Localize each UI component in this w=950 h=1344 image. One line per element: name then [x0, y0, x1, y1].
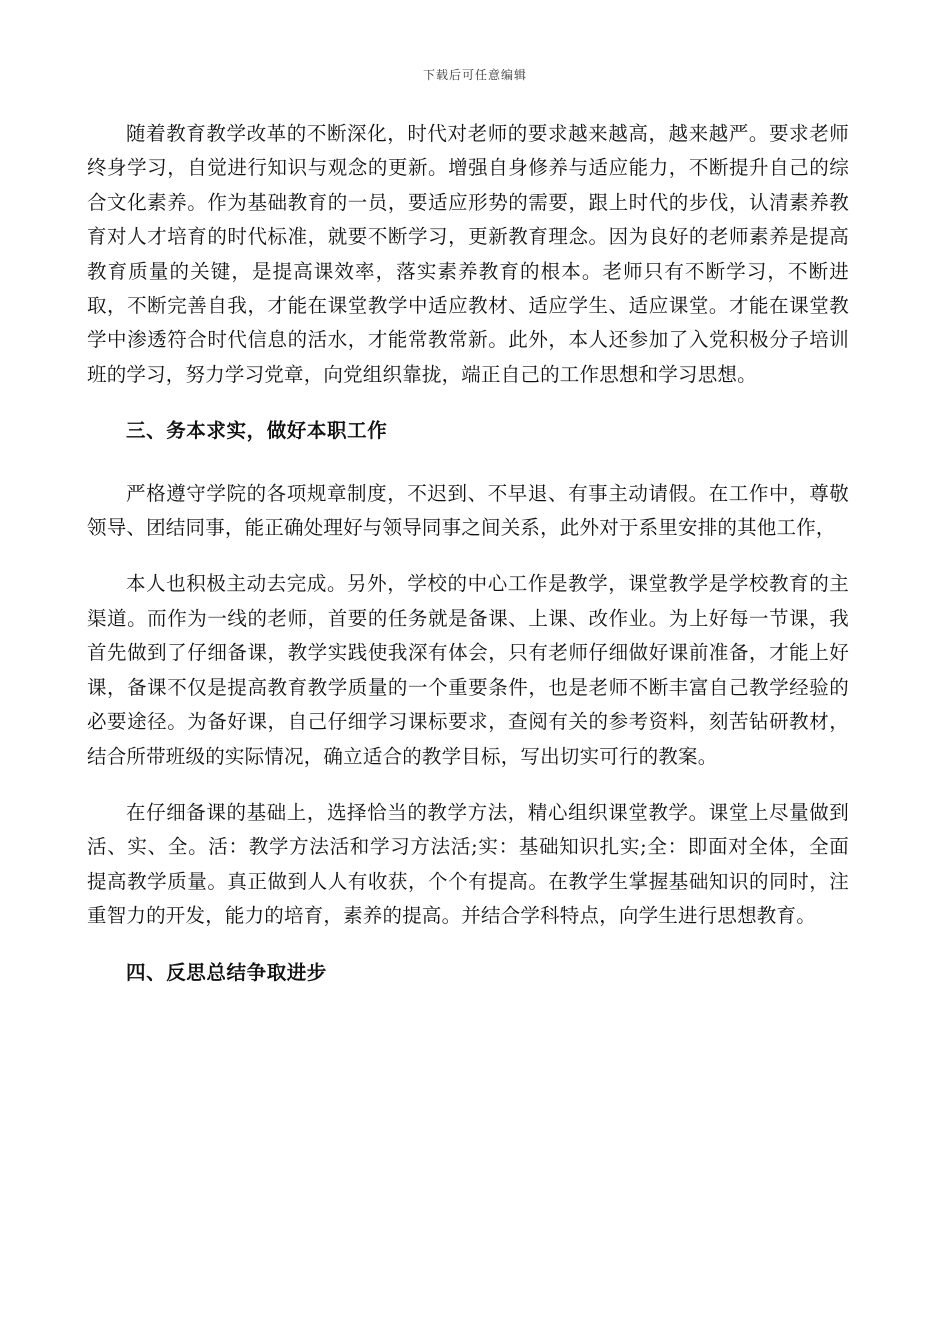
paragraph-study: 随着教育教学改革的不断深化，时代对老师的要求越来越高，越来越严。要求老师终身学习，自觉进行知识与观念的更新。增强自身修养与适应能力，不断提升自己的综合文化素养。作为基础教育的一员，要适应形势的需要，跟上时代的步伐，认清素养教育对人才培育的时代标准，就要不断学习，更新教育理念。因为良好的老师素养是提高教育质量的关键，是提高课效率，落实素养教育的根本。老师只有不断学习，不断进取，不断完善自我，才能在课堂教学中适应教材、适应学生、适应课堂。才能在课堂教学中渗透符合时代信息的活水，才能常教常新。此外，本人还参加了入党积极分子培训班的学习，努力学习党章，向党组织靠拢，端正自己的工作思想和学习思想。 — [87, 122, 849, 386]
paragraph-teaching-method: 在仔细备课的基础上，选择恰当的教学方法，精心组织课堂教学。课堂上尽量做到活、实、全。活：教学方法活和学习方法活;实：基础知识扎实;全：即面对全体，全面提高教学质量。真正做到人人有收获，个个有提高。在教学生掌握基础知识的同时，注重智力的开发，能力的培育，素养的提高。并结合学科特点，向学生进行思想教育。 — [87, 800, 849, 928]
header-note: 下载后可任意编辑 — [422, 68, 527, 82]
document-body — [87, 117, 849, 1018]
section-heading-4: 四、反思总结争取进步 — [126, 960, 328, 984]
section-heading-3: 三、务本求实，做好本职工作 — [126, 419, 388, 443]
paragraph-rules: 严格遵守学院的各项规章制度，不迟到、不早退、有事主动请假。在工作中，尊敬领导、团结同事，能正确处理好与领导同事之间关系，此外对于系里安排的其他工作， — [87, 481, 849, 540]
paragraph-preparation: 本人也积极主动去完成。另外，学校的中心工作是教学，课堂教学是学校教育的主渠道。而作为一线的老师，首要的任务就是备课、上课、改作业。为上好每一节课，我首先做到了仔细备课，教学实践使我深有体会，只有老师仔细做好课前准备，才能上好课，备课不仅是提高教育教学质量的一个重要条件，也是老师不断丰富自己教学经验的必要途径。为备好课，自己仔细学习课标要求，查阅有关的参考资料，刻苦钻研教材，结合所带班级的实际情况，确立适合的教学目标，写出切实可行的教案。 — [87, 572, 849, 768]
